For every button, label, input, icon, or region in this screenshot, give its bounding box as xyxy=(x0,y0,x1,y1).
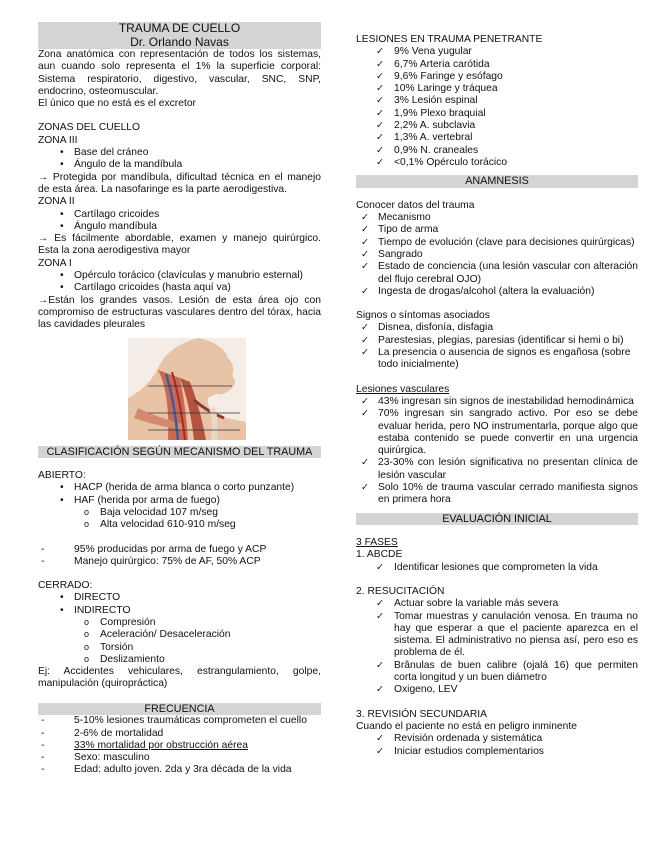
haf-sublist xyxy=(38,507,321,532)
page-title: TRAUMA DE CUELLO xyxy=(118,21,241,35)
evaluacion-heading: EVALUACIÓN INICIAL xyxy=(356,513,638,526)
list-item: o Baja velocidad 107 m/seg xyxy=(38,507,321,519)
abierto-title: ABIERTO: xyxy=(38,470,86,482)
list-item: • Ángulo de la mandíbula xyxy=(38,159,321,171)
list-item: o Torsión xyxy=(38,642,321,654)
fase-1-list xyxy=(356,562,638,574)
list-item: ✓ Actuar sobre la variable más severa xyxy=(356,598,638,610)
clasificacion-heading: CLASIFICACIÓN SEGÚN MECANISMO DEL TRAUMA xyxy=(38,446,321,459)
signos-list xyxy=(356,322,638,371)
list-item: o Alta velocidad 610-910 m/seg xyxy=(38,519,321,531)
list-item: • HACP (herida de arma blanca o corto punzante) xyxy=(38,482,321,494)
vasculares-list xyxy=(356,396,638,507)
signos-title: Signos o síntomas asociados xyxy=(356,310,490,322)
list-item: ✓ Parestesias, plegias, paresias (identificar si hemi o bi) xyxy=(356,335,638,347)
zona-ii-title: ZONA II xyxy=(38,196,75,208)
list-item: ✓ 70% ingresan sin sangrado activo. Por eso se debe evaluar herida, pero NO instrumentarla, porque algo que estaba contenido se puede convertir en una urgencia quirúrgica. xyxy=(356,408,638,457)
fase-3-list xyxy=(356,733,638,758)
list-item: ✓ Tiempo de evolución (clave para decisiones quirúrgicas) xyxy=(356,237,638,249)
fase-2-title: 2. RESUCITACIÓN xyxy=(356,585,445,597)
list-item: ✓ 2,2% A. subclavia xyxy=(356,120,638,132)
list-item: ✓ Oxigeno, LEV xyxy=(356,684,638,696)
zona-ii-list xyxy=(38,209,321,234)
fase-3-title: 3. REVISIÓN SECUNDARIA xyxy=(356,708,488,720)
list-item: • INDIRECTO xyxy=(38,605,321,617)
list-item: ✓ Sangrado xyxy=(356,249,638,261)
intro-note: El único que no está es el excretor xyxy=(38,98,196,110)
list-item: ✓ 43% ingresan sin signos de inestabilidad hemodinámica xyxy=(356,396,638,408)
fases-title: 3 FASES xyxy=(356,537,398,549)
right-column xyxy=(356,22,638,758)
zona-ii-text: → Es fácilmente abordable, examen y manejo quirúrgico. Esta la zona aerodigestiva mayor xyxy=(38,233,321,257)
left-column xyxy=(38,22,321,777)
fase-3-text: Cuando el paciente no está en peligro inminente xyxy=(356,720,577,732)
anamnesis-heading: ANAMNESIS xyxy=(356,175,638,188)
fase-2-list xyxy=(356,598,638,696)
list-item: ✓ 23-30% con lesión significativa no presentan clínica de lesión vascular xyxy=(356,457,638,482)
list-item: ✓ 0,9% N. craneales xyxy=(356,145,638,157)
list-item: ✓ 1,3% A. vertebral xyxy=(356,132,638,144)
list-item: ✓ 9% Vena yugular xyxy=(356,46,638,58)
list-item: ✓ Tipo de arma xyxy=(356,224,638,236)
list-item: • Cartílago cricoides xyxy=(38,209,321,221)
list-item: ✓ 1,9% Plexo braquial xyxy=(356,108,638,120)
zona-iii-list xyxy=(38,147,321,172)
fase-1-title: 1. ABCDE xyxy=(356,549,403,561)
neck-anatomy-illustration xyxy=(128,338,246,440)
list-item: ✓ Disnea, disfonía, disfagia xyxy=(356,322,638,334)
list-item: • Ángulo mandíbula xyxy=(38,221,321,233)
list-item: • HAF (herida por arma de fuego) xyxy=(38,495,321,507)
datos-title: Conocer datos del trauma xyxy=(356,199,475,211)
lesiones-list xyxy=(356,46,638,169)
zona-i-text: →Están los grandes vasos. Lesión de esta área ojo con compromiso de estructuras vasculares dentro del tórax, hacia las cavidades pleurales xyxy=(38,294,321,331)
list-item: - 95% producidas por arma de fuego y ACP xyxy=(38,544,321,556)
list-item: ✓ 6,7% Arteria carótida xyxy=(356,59,638,71)
list-item: - Sexo: masculino xyxy=(38,752,321,764)
vasculares-title: Lesiones vasculares xyxy=(356,383,450,395)
title-block xyxy=(38,22,321,49)
list-item: ✓ Iniciar estudios complementarios xyxy=(356,746,638,758)
list-item: ✓ Estado de conciencia (una lesión vascular con alteración del flujo cerebral OJO) xyxy=(356,261,638,286)
list-item: ✓ <0,1% Opérculo torácico xyxy=(356,157,638,169)
ejemplo-text: Ej: Accidentes vehiculares, estrangulamiento, golpe, manipulación (quiropráctica) xyxy=(38,666,321,690)
cerrado-list xyxy=(38,592,321,617)
list-item: o Compresión xyxy=(38,617,321,629)
list-item: ✓ Revisión ordenada y sistemática xyxy=(356,733,638,745)
list-item: o Deslizamiento xyxy=(38,654,321,666)
cerrado-title: CERRADO: xyxy=(38,580,93,592)
list-item: • DIRECTO xyxy=(38,592,321,604)
frecuencia-list xyxy=(38,715,321,776)
abierto-dash-list xyxy=(38,544,321,569)
list-item: ✓ 10% Laringe y tráquea xyxy=(356,83,638,95)
intro-paragraph: Zona anatómica con representación de todos los sistemas, aun cuando solo representa el 1% la superficie corporal: Sistema respiratorio, digestivo, vascular, SNC, SNP, endocrino, osteomuscular. xyxy=(38,49,321,97)
lesiones-heading: LESIONES EN TRAUMA PENETRANTE xyxy=(356,34,543,45)
author: Dr. Orlando Navas xyxy=(130,34,229,49)
list-item: ✓ 3% Lesión espinal xyxy=(356,95,638,107)
list-item: - 5-10% lesiones traumáticas comprometen el cuello xyxy=(38,715,321,727)
zona-iii-title: ZONA III xyxy=(38,134,78,146)
frecuencia-heading: FRECUENCIA xyxy=(38,703,321,716)
list-item: o Aceleración/ Desaceleración xyxy=(38,629,321,641)
list-item: ✓ 9,6% Faringe y esófago xyxy=(356,71,638,83)
list-item: • Cartílago cricoides (hasta aquí va) xyxy=(38,282,321,294)
zonas-heading: ZONAS DEL CUELLO xyxy=(38,122,141,134)
list-item: ✓ Solo 10% de trauma vascular cerrado manifiesta signos en primera hora xyxy=(356,482,638,507)
list-item: - Manejo quirúrgico: 75% de AF, 50% ACP xyxy=(38,556,321,568)
list-item: ✓ La presencia o ausencia de signos es engañosa (sobre todo inicialmente) xyxy=(356,347,638,372)
list-item: • Base del cráneo xyxy=(38,147,321,159)
indirecto-sublist xyxy=(38,617,321,666)
list-item: ✓ Tomar muestras y canulación venosa. En trauma no hay que esperar a que el paciente aparezca en el sistema. El administrativo no piensa así, pero eso es problema de él. xyxy=(356,611,638,660)
list-item: ✓ Identificar lesiones que comprometen la vida xyxy=(356,562,638,574)
list-item: ✓ Mecanismo xyxy=(356,212,638,224)
list-item: - Edad: adulto joven. 2da y 3ra década de la vida xyxy=(38,764,321,776)
zona-i-list xyxy=(38,270,321,295)
list-item: - 33% mortalidad por obstrucción aérea xyxy=(38,740,321,752)
datos-list xyxy=(356,212,638,298)
list-item: • Opérculo torácico (clavículas y manubrio esternal) xyxy=(38,270,321,282)
list-item: - 2-6% de mortalidad xyxy=(38,728,321,740)
zona-iii-text: → Protegida por mandíbula, dificultad técnica en el manejo de esta área. La nasofaringe es la parte aerodigestiva. xyxy=(38,171,321,195)
list-item: ✓ Ingesta de drogas/alcohol (altera la evaluación) xyxy=(356,286,638,298)
zona-i-title: ZONA I xyxy=(38,257,72,269)
abierto-list xyxy=(38,482,321,507)
list-item: ✓ Brânulas de buen calibre (ojalá 16) que permiten corta longitud y un buen diámetro xyxy=(356,660,638,685)
